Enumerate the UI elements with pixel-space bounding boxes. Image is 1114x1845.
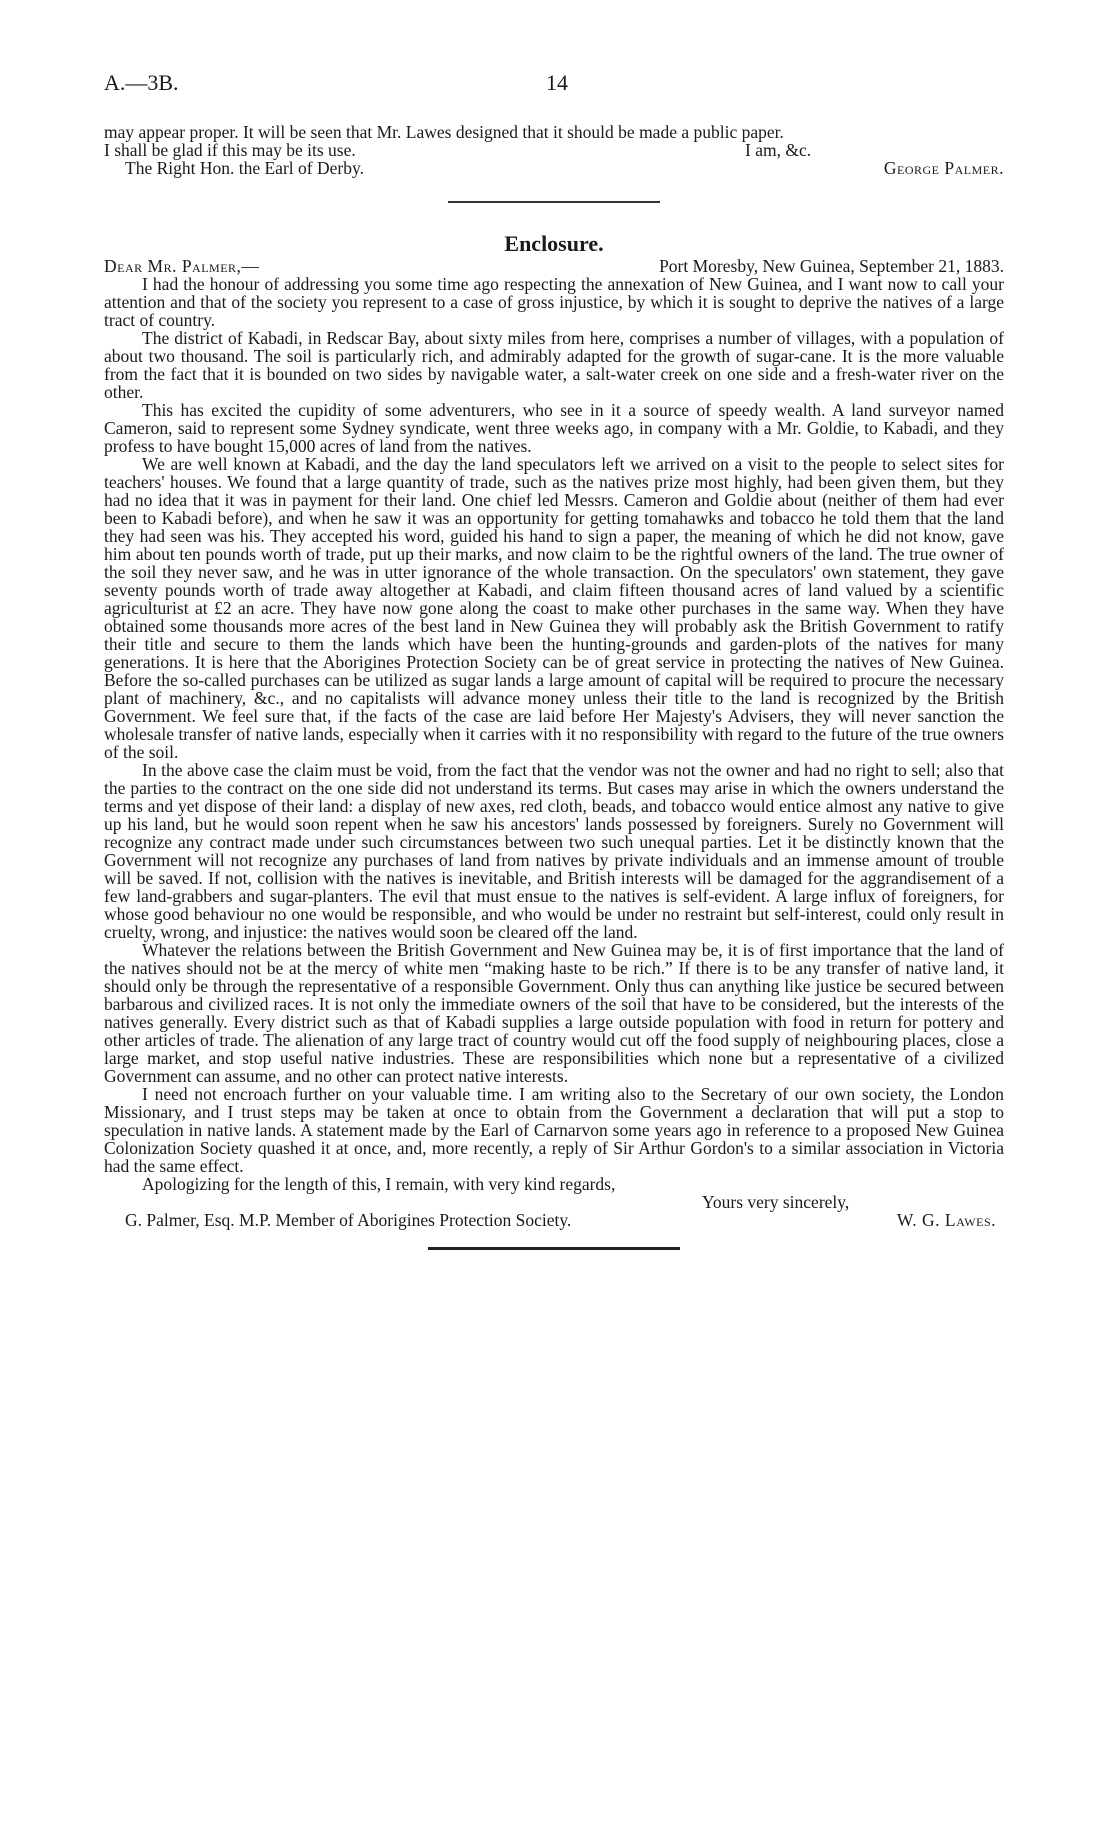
enclosure-heading: Enclosure. xyxy=(504,231,604,256)
closing-row xyxy=(104,1193,1004,1211)
page-number: 14 xyxy=(546,70,568,95)
addressee: The Right Hon. the Earl of Derby. xyxy=(125,158,364,178)
letter-paragraph: I had the honour of addressing you some time ago respecting the annexation of New Guinea, and I want now to call your attention and that of the society you represent to a case of gross injustice, by which it is sought to deprive the natives of a large tract of country. xyxy=(104,274,1004,330)
page-header xyxy=(104,70,1010,104)
document-body xyxy=(104,123,1004,1250)
dateline: Port Moresby, New Guinea, September 21, 1883. xyxy=(659,256,1004,276)
letter-paragraph: We are well known at Kabadi, and the day the land speculators left we arrived on a visit to the people to select sites for teachers' houses. We found that a large quantity of trade, such as the natives prize most highly, had been given them, but they had no idea that it was in payment for their land. One chief led Messrs. Cameron and Goldie about (neither of them had ever been to Kabadi before), and when he saw it was an opportunity for getting tomahawks and tobacco he told them that the land they had seen was his. They accepted his word, guided his hand to sign a paper, the meaning of which he did not know, gave him about ten pounds worth of trade, put up their marks, and now claim to be the rightful owners of the land. The true owner of the soil they never saw, and he was in utter ignorance of the whole transaction. On the speculators' own statement, they gave seventy pounds worth of trade away altogether at Kabadi, and claim fifteen thousand acres of land valued by a scientific agriculturist at £2 an acre. They have now gone along the coast to make other purchases in the same way. When they have obtained some thousands more acres of the best land in New Guinea they will probably ask the British Government to ratify their title and secure to them the lands which have been the hunting-grounds and garden-plots of the natives for many generations. It is here that the Aborigines Protection Society can be of great service in protecting the natives of New Guinea. Before the so-called purchases can be utilized as sugar lands a large amount of capital will be required to procure the necessary plant of machinery, &c., and no capitalists will advance money unless their title to the land is recognized by the British Government. We feel sure that, if the facts of the case are laid before Her Majesty's Advisers, they will never sanction the wholesale transfer of native lands, especially when it carries with it no responsibility with regard to the future of the true owners of the soil. xyxy=(104,454,1004,762)
salutation: Dear Mr. Palmer,— xyxy=(104,256,260,276)
signature-lawes: W. G. Lawes. xyxy=(896,1210,996,1230)
page-reference: A.—3B. xyxy=(104,70,179,95)
end-divider xyxy=(428,1247,680,1250)
intro-line: may appear proper. It will be seen that Mr. Lawes designed that it should be made a public paper. xyxy=(104,122,784,142)
closing: Yours very sincerely, xyxy=(702,1192,850,1212)
letter-paragraph: Apologizing for the length of this, I remain, with very kind regards, xyxy=(142,1174,616,1194)
letter-paragraph: Whatever the relations between the British Government and New Guinea may be, it is of first importance that the land of the natives should not be at the mercy of white men “making haste to be rich.” If there is to be any transfer of native land, it should only be through the representative of a responsible Government. Only thus can anything like justice be secured between barbarous and civilized races. It is not only the immediate owners of the soil that have to be considered, but the interests of the natives generally. Every district such as that of Kabadi supplies a large outside population with food in return for pottery and other articles of trade. The alienation of any large tract of country would cut off the food supply of neighbouring places, close a large market, and stop useful native industries. These are responsibilities which none but a representative of a civilized Government can assume, and no other can protect native interests. xyxy=(104,940,1004,1086)
letter-paragraph: This has excited the cupidity of some adventurers, who see in it a source of speedy wealth. A land surveyor named Cameron, said to represent some Sydney syndicate, went three weeks ago, in company with a Mr. Goldie, to Kabadi, and they profess to have bought 15,000 acres of land from the natives. xyxy=(104,400,1004,456)
letter-paragraph: I need not encroach further on your valuable time. I am writing also to the Secretary of our own society, the London Missionary, and I trust steps may be taken at once to obtain from the Government a declaration that will put a stop to speculation in native lands. A statement made by the Earl of Carnarvon some years ago in reference to a proposed New Guinea Colonization Society quashed it at once, and, more recently, a reply of Sir Arthur Gordon's to a similar association in Victoria had the same effect. xyxy=(104,1084,1004,1176)
salutation-row xyxy=(104,257,1004,275)
intro-text: I shall be glad if this may be its use. xyxy=(104,140,356,160)
letter-paragraph: In the above case the claim must be void, from the fact that the vendor was not the owner and had no right to sell; also that the parties to the contract on the one side did not understand its terms. But cases may arise in which the owners understand the terms and yet dispose of their land: a display of new axes, red cloth, beads, and tobacco would entice almost any native to give up his land, but he would soon repent when he saw his ancestors' lands possessed by foreigners. Surely no Government will recognize any contract made under such circumstances between two such unequal parties. Let it be distinctly known that the Government will not recognize any purchases of land from natives by private individuals and an immense amount of trouble will be saved. If not, collision with the natives is inevitable, and British interests will be damaged for the aggrandisement of a few land-grabbers and sugar-planters. The evil that must ensue to the natives is self-evident. A large influx of foreigners, for whose good behaviour no one would be responsible, and who would be under no restraint but self-interest, could only result in cruelty, wrong, and injustice: the natives would soon be cleared off the land. xyxy=(104,760,1004,942)
letter-paragraph: The district of Kabadi, in Redscar Bay, about sixty miles from here, comprises a number of villages, with a population of about two thousand. The soil is particularly rich, and admirably adapted for the growth of sugar-cane. It is the more valuable from the fact that it is bounded on two sides by navigable water, a salt-water creek on one side and a fresh-water river on the other. xyxy=(104,328,1004,402)
addressee-row xyxy=(104,159,1004,177)
recipient: G. Palmer, Esq. M.P. Member of Aborigines Protection Society. xyxy=(125,1210,572,1230)
recipient-row xyxy=(104,1211,1004,1229)
intro-valediction: I am, &c. xyxy=(745,140,812,160)
signature-palmer: George Palmer. xyxy=(883,158,1004,178)
intro-line-row xyxy=(104,141,1004,159)
